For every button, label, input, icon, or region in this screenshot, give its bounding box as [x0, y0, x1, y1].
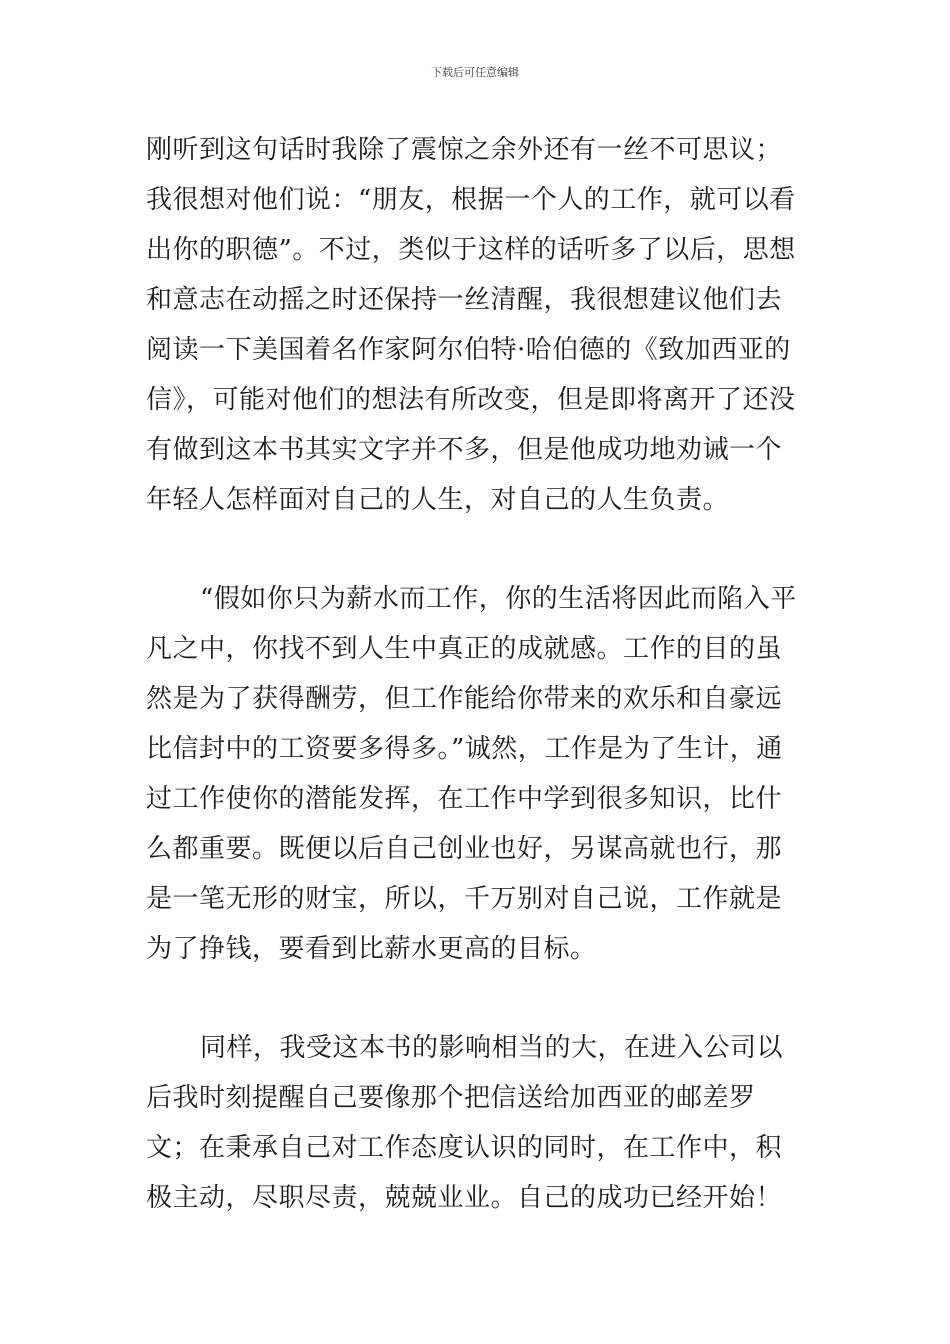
page-header: 下载后可任意编辑 — [431, 66, 519, 79]
document-body — [146, 125, 806, 1223]
paragraph-gap — [146, 974, 806, 1023]
paragraph-gap — [146, 525, 806, 574]
paragraph-2: “假如你只为薪水而工作，你的生活将因此而陷入平凡之中，你找不到人生中真正的成就感。工作的目的虽然是为了获得酬劳，但工作能给你带来的欢乐和自豪远比信封中的工资要多得多。”诚然，工作是为了生计，通过工作使你的潜能发挥，在工作中学到很多知识，比什么都重要。既便以后自己创业也好，另谋高就也行，那是一笔无形的财宝，所以，千万别对自己说，工作就是为了挣钱，要看到比薪水更高的目标。 — [146, 584, 797, 964]
paragraph-3: 同样，我受这本书的影响相当的大，在进入公司以后我时刻提醒自己要像那个把信送给加西亚的邮差罗文；在秉承自己对工作态度认识的同时，在工作中，积极主动，尽职尽责，兢兢业业。自己的成功已经开始！ — [146, 1033, 784, 1213]
paragraph-1: 刚听到这句话时我除了震惊之余外还有一丝不可思议；我很想对他们说：“朋友，根据一个人的工作，就可以看出你的职德”。不过，类似于这样的话听多了以后，思想和意志在动摇之时还保持一丝清醒，我很想建议他们去阅读一下美国着名作家阿尔伯特·哈伯德的《致加西亚的信》，可能对他们的想法有所改变，但是即将离开了还没有做到这本书其实文字并不多，但是他成功地劝诫一个年轻人怎样面对自己的人生，对自己的人生负责。 — [146, 135, 796, 515]
